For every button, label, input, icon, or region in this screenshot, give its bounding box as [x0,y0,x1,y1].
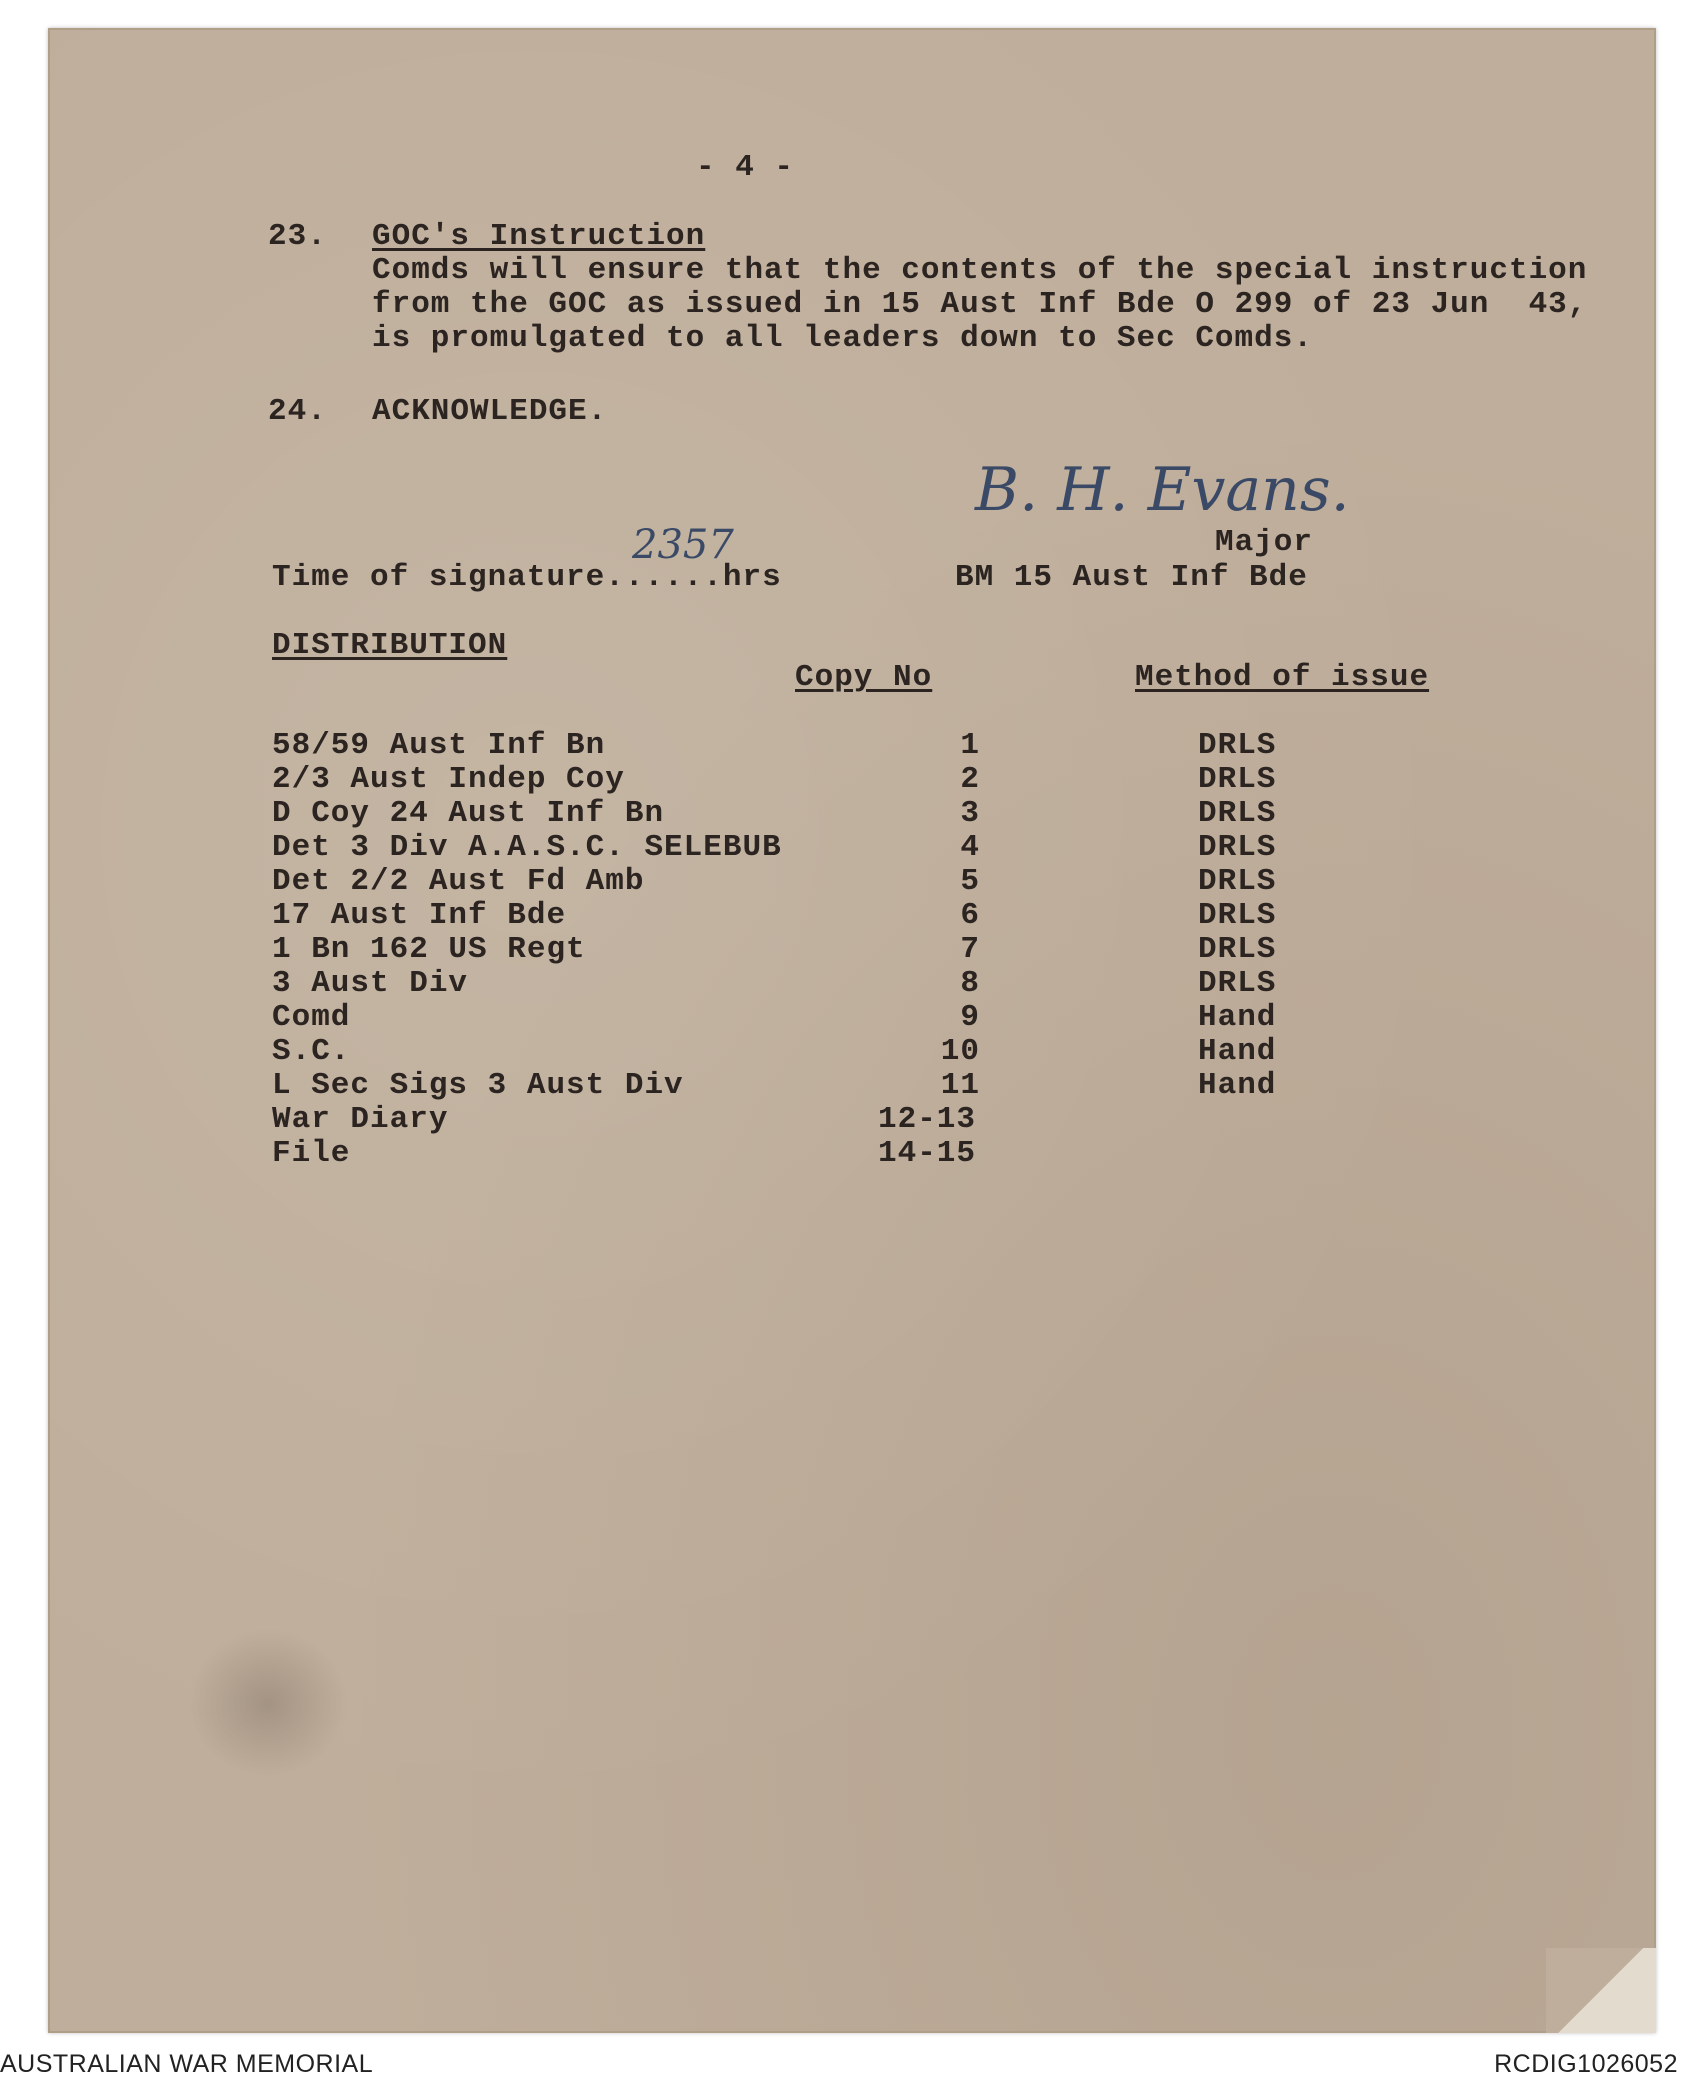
addressee: D Coy 24 Aust Inf Bn [272,796,665,831]
copy-no-header: Copy No [795,660,933,695]
method-of-issue: DRLS [1198,898,1277,933]
distribution-row [0,728,1684,762]
footer-left: AUSTRALIAN WAR MEMORIAL [0,2050,374,2078]
copy-number: 4 [960,830,980,865]
addressee: L Sec Sigs 3 Aust Div [272,1068,684,1103]
method-of-issue-header: Method of issue [1135,660,1430,695]
method-of-issue: DRLS [1198,762,1277,797]
handwritten-time: 2357 [632,522,734,568]
addressee: S.C. [272,1034,351,1069]
addressee: Comd [272,1000,351,1035]
distribution-row [0,830,1684,864]
para23-line-3: is promulgated to all leaders down to Sec Comds. [372,321,1313,356]
method-of-issue: DRLS [1198,864,1277,899]
copy-number: 14-15 [878,1136,977,1171]
distribution-row [0,1136,1684,1170]
addressee: Det 3 Div A.A.S.C. SELEBUB [272,830,782,865]
addressee: 3 Aust Div [272,966,469,1001]
time-label: Time of signature [272,560,606,595]
page-number: - 4 - [696,150,795,185]
addressee: 17 Aust Inf Bde [272,898,567,933]
distribution-row [0,762,1684,796]
distribution-row [0,796,1684,830]
distribution-row [0,1000,1684,1034]
copy-number: 1 [960,728,980,763]
signatory-unit: BM 15 Aust Inf Bde [955,560,1308,595]
para23-line-1: Comds will ensure that the contents of the special instruction [372,253,1588,288]
handwritten-signature: B. H. Evans. [975,455,1350,525]
signatory-rank: Major [1215,525,1314,560]
copy-number: 8 [960,966,980,1001]
para23-line-2: from the GOC as issued in 15 Aust Inf Bde O 299 of 23 Jun 43, [372,287,1588,322]
copy-number: 3 [960,796,980,831]
addressee: War Diary [272,1102,449,1137]
distribution-row [0,932,1684,966]
time-dots: ..... [605,560,704,595]
distribution-row [0,1102,1684,1136]
addressee: 2/3 Aust Indep Coy [272,762,625,797]
para24-text: ACKNOWLEDGE. [372,394,608,429]
footer-right: RCDIG1026052 [1494,2050,1678,2078]
distribution-row [0,966,1684,1000]
addressee: File [272,1136,351,1171]
method-of-issue: DRLS [1198,932,1277,967]
method-of-issue: Hand [1198,1034,1277,1069]
distribution-row [0,864,1684,898]
para23-heading: GOC's Instruction [372,219,706,254]
distribution-table [0,728,1684,1188]
para23-number: 23. [268,219,327,254]
copy-number: 12-13 [878,1102,977,1137]
method-of-issue: DRLS [1198,728,1277,763]
addressee: 58/59 Aust Inf Bn [272,728,606,763]
distribution-row [0,898,1684,932]
copy-number: 2 [960,762,980,797]
copy-number: 7 [960,932,980,967]
method-of-issue: DRLS [1198,966,1277,1001]
copy-number: 9 [960,1000,980,1035]
copy-number: 11 [940,1068,980,1103]
addressee: Det 2/2 Aust Fd Amb [272,864,645,899]
distribution-heading: DISTRIBUTION [272,628,508,663]
method-of-issue: Hand [1198,1068,1277,1103]
addressee: 1 Bn 162 US Regt [272,932,586,967]
copy-number: 10 [940,1034,980,1069]
time-suffix: .hrs [703,560,782,595]
copy-number: 5 [960,864,980,899]
ink-smudge [188,1628,348,1778]
distribution-row [0,1034,1684,1068]
copy-number: 6 [960,898,980,933]
para24-number: 24. [268,394,327,429]
method-of-issue: DRLS [1198,796,1277,831]
method-of-issue: Hand [1198,1000,1277,1035]
method-of-issue: DRLS [1198,830,1277,865]
folded-corner [1546,1948,1656,2033]
distribution-row [0,1068,1684,1102]
